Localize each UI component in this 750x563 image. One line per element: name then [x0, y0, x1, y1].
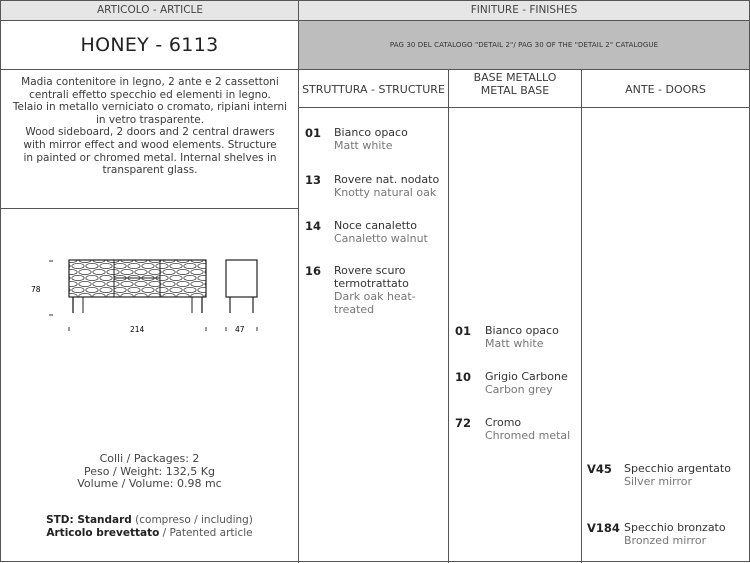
packages-text: Colli / Packages: 2 — [99, 452, 200, 465]
finish-name-en: Chromed metal — [485, 429, 571, 442]
description-line: centrali effetto specchio ed elementi in legno. — [29, 88, 271, 101]
doors-heading: ANTE - DOORS — [625, 83, 706, 96]
finish-code: V45 — [587, 462, 612, 476]
finish-code: 14 — [305, 219, 322, 233]
catalog-note: PAG 30 DEL CATALOGO "DETAIL 2"/ PAG 30 OF THE "DETAIL 2" CATALOGUE — [299, 21, 749, 69]
description-line: with mirror effect and wood elements. Structure — [23, 138, 277, 151]
finish-item — [305, 173, 439, 199]
divider — [1, 208, 299, 209]
divider — [1, 69, 750, 70]
description-line: Madia contenitore in legno, 2 ante e 2 cassettoni — [21, 76, 279, 88]
height-dimension: 78 — [31, 285, 41, 294]
product-description — [7, 76, 293, 177]
finish-name-en: Matt white — [334, 139, 393, 152]
finish-item — [455, 324, 559, 350]
finish-item — [455, 416, 570, 442]
structure-heading: STRUTTURA - STRUCTURE — [302, 83, 445, 96]
finish-name-en: Carbon grey — [485, 383, 553, 396]
finish-name-it: Rovere nat. nodato — [334, 173, 440, 186]
finish-name-it: Bianco opaco — [334, 126, 408, 139]
finish-name-it: Rovere scuro termotrattato — [334, 264, 409, 290]
finish-name-it: Cromo — [485, 416, 522, 429]
finish-item — [455, 370, 568, 396]
depth-dimension: 47 — [235, 325, 245, 334]
weight-text: Peso / Weight: 132,5 Kg — [84, 464, 215, 478]
finish-name-en: Dark oak heat-treated — [334, 290, 416, 316]
packaging-info — [1, 453, 298, 491]
base-heading-line: BASE METALLO — [473, 71, 557, 84]
finish-item — [305, 264, 416, 316]
finish-name-it: Specchio argentato — [624, 462, 731, 475]
finish-code: V184 — [587, 521, 620, 535]
article-header: ARTICOLO - ARTICLE — [1, 1, 299, 21]
description-line: in vetro trasparente. — [95, 113, 205, 126]
side-view — [226, 260, 257, 313]
finish-name-it: Specchio bronzato — [624, 521, 726, 534]
finish-name-it: Grigio Carbone — [485, 370, 568, 383]
finishes-header: FINITURE - FINISHES — [299, 1, 749, 21]
patent-label: Articolo brevettato — [46, 526, 160, 539]
divider — [299, 107, 749, 108]
divider — [581, 69, 582, 563]
product-title: HONEY - 6113 — [80, 34, 219, 56]
finish-code: 16 — [305, 264, 322, 278]
finish-code: 13 — [305, 173, 322, 187]
patent-text: / Patented article — [159, 526, 253, 539]
finish-code: 01 — [455, 324, 472, 338]
divider — [448, 69, 449, 563]
std-text: (compreso / including) — [131, 514, 253, 526]
std-label: STD: Standard — [46, 514, 132, 526]
patent-note — [1, 527, 298, 540]
finish-code: 72 — [455, 416, 472, 430]
width-dimension: 214 — [130, 325, 145, 334]
finish-name-en: Silver mirror — [624, 475, 693, 488]
finish-name-en: Matt white — [485, 337, 544, 350]
finish-name-it: Bianco opaco — [485, 324, 559, 337]
base-heading-line: METAL BASE — [480, 84, 550, 97]
finish-name-it: Noce canaletto — [334, 219, 417, 232]
description-line: Wood sideboard, 2 doors and 2 central drawers — [25, 126, 275, 139]
finish-code: 10 — [455, 370, 472, 384]
product-drawing — [29, 251, 279, 343]
finish-code: 01 — [305, 126, 322, 140]
finish-item — [587, 462, 731, 488]
base-heading — [449, 71, 581, 97]
finish-name-en: Knotty natural oak — [334, 186, 437, 199]
finish-item — [305, 126, 408, 152]
description-line: in painted or chromed metal. Internal shelves in — [23, 151, 277, 164]
front-view — [69, 260, 206, 313]
finish-item — [587, 521, 726, 547]
volume-text: Volume / Volume: 0.98 mc — [77, 477, 222, 490]
finish-item — [305, 219, 428, 245]
description-line: Telaio in metallo verniciato o cromato, ripiani interni — [12, 101, 288, 114]
finish-name-en: Canaletto walnut — [334, 232, 428, 245]
std-note — [1, 514, 298, 527]
finish-name-en: Bronzed mirror — [624, 534, 707, 547]
legend-notes — [1, 514, 298, 539]
description-line: transparent glass. — [102, 164, 198, 177]
